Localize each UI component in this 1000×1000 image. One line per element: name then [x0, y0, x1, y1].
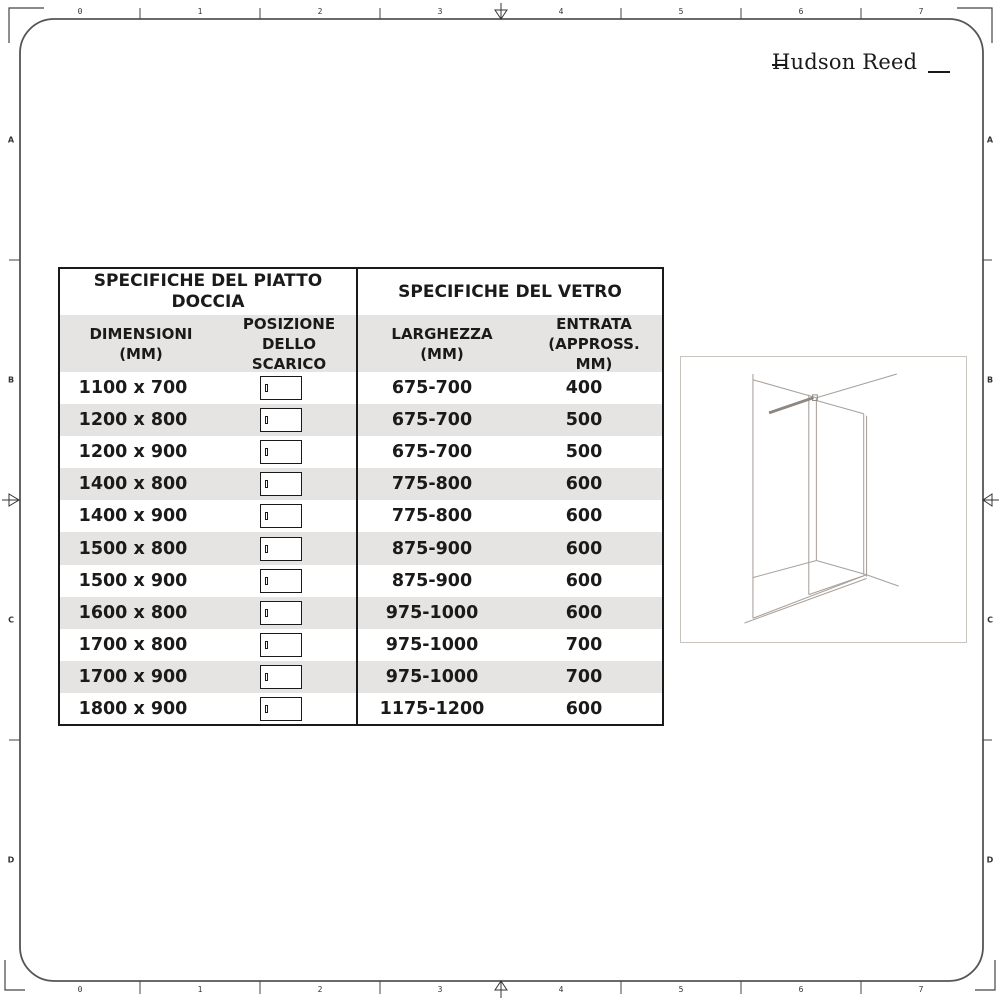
ruler-label-top: 4	[558, 7, 564, 16]
drain-cell	[206, 601, 356, 625]
table-row	[358, 661, 662, 693]
table-row	[60, 532, 356, 564]
width-cell: 875-900	[391, 570, 473, 591]
tray-column-headers	[60, 315, 356, 372]
dimensions-cell: 1400 x 900	[78, 506, 188, 527]
dimensions-cell: 1200 x 900	[78, 442, 188, 463]
table-row	[358, 597, 662, 629]
tray-drain-icon	[260, 697, 302, 721]
ruler-label-right: D	[986, 855, 994, 865]
width-cell: 675-700	[391, 442, 473, 463]
table-row	[60, 500, 356, 532]
ruler-label-bottom: 4	[558, 985, 564, 994]
entry-cell: 500	[565, 442, 603, 463]
tray-drain-icon	[260, 601, 302, 625]
table-row	[358, 532, 662, 564]
width-cell: 975-1000	[385, 602, 479, 623]
brand-logo: Hudson Reed	[772, 50, 918, 74]
width-cell: 1175-1200	[379, 698, 485, 719]
tray-drain-icon	[260, 504, 302, 528]
ruler-label-right: C	[987, 615, 993, 625]
table-row	[60, 372, 356, 404]
dimensions-cell: 1200 x 800	[78, 410, 188, 431]
table-row	[60, 629, 356, 661]
drain-cell	[206, 504, 356, 528]
table-row	[60, 597, 356, 629]
ruler-label-right: A	[986, 135, 994, 145]
tray-drain-icon	[260, 569, 302, 593]
shower-enclosure-illustration	[680, 356, 967, 643]
table-row	[358, 404, 662, 436]
dimensions-cell: 1600 x 800	[78, 602, 188, 623]
tray-drain-icon	[260, 633, 302, 657]
dimensions-cell: 1500 x 800	[78, 538, 188, 559]
drain-cell	[206, 537, 356, 561]
drain-cell	[206, 472, 356, 496]
drain-cell	[206, 440, 356, 464]
glass-spec-section	[358, 269, 662, 724]
table-row	[60, 436, 356, 468]
tray-drain-icon	[260, 408, 302, 432]
width-cell: 975-1000	[385, 634, 479, 655]
drain-cell	[206, 697, 356, 721]
width-cell: 775-800	[391, 506, 473, 527]
ruler-label-bottom: 0	[77, 985, 83, 994]
ruler-label-bottom: 1	[197, 985, 203, 994]
ruler-label-left: B	[7, 375, 15, 385]
drain-cell	[206, 408, 356, 432]
col-header-dimensions: DIMENSIONI (MM)	[89, 324, 193, 363]
dimensions-cell: 1700 x 800	[78, 634, 188, 655]
dimensions-cell: 1100 x 700	[78, 378, 188, 399]
dimensions-cell: 1400 x 800	[78, 474, 188, 495]
tray-section-title: SPECIFICHE DEL PIATTO DOCCIA	[93, 271, 323, 312]
ruler-label-left: D	[7, 855, 15, 865]
ruler-label-bottom: 5	[678, 985, 684, 994]
entry-cell: 600	[565, 570, 603, 591]
width-cell: 875-900	[391, 538, 473, 559]
table-row	[358, 693, 662, 725]
width-cell: 775-800	[391, 474, 473, 495]
entry-cell: 700	[565, 634, 603, 655]
ruler-label-bottom: 3	[437, 985, 443, 994]
tray-drain-icon	[260, 665, 302, 689]
table-row	[60, 693, 356, 725]
col-header-width: LARGHEZZA (MM)	[391, 324, 493, 363]
ruler-label-top: 0	[77, 7, 83, 16]
entry-cell: 400	[565, 378, 603, 399]
drain-cell	[206, 665, 356, 689]
entry-cell: 500	[565, 410, 603, 431]
table-row	[60, 468, 356, 500]
entry-cell: 600	[565, 538, 603, 559]
col-header-entry: ENTRATA (APPROSS. MM)	[548, 314, 640, 373]
table-row	[358, 565, 662, 597]
glass-column-headers	[358, 315, 662, 372]
drain-cell	[206, 633, 356, 657]
ruler-label-top: 1	[197, 7, 203, 16]
tray-drain-icon	[260, 440, 302, 464]
col-header-drain-position: POSIZIONE DELLO SCARICO	[242, 314, 336, 373]
ruler-label-top: 7	[918, 7, 924, 16]
tray-drain-icon	[260, 537, 302, 561]
tray-drain-icon	[260, 472, 302, 496]
dimensions-cell: 1500 x 900	[78, 570, 188, 591]
tray-spec-section	[60, 269, 358, 724]
tray-drain-icon	[260, 376, 302, 400]
ruler-label-left: C	[8, 615, 14, 625]
ruler-label-top: 3	[437, 7, 443, 16]
entry-cell: 700	[565, 666, 603, 687]
ruler-label-left: A	[7, 135, 15, 145]
ruler-label-bottom: 2	[317, 985, 323, 994]
ruler-label-top: 6	[798, 7, 804, 16]
glass-rows	[358, 372, 662, 725]
ruler-label-bottom: 7	[918, 985, 924, 994]
width-cell: 675-700	[391, 378, 473, 399]
entry-cell: 600	[565, 602, 603, 623]
drain-cell	[206, 569, 356, 593]
entry-cell: 600	[565, 698, 603, 719]
drain-cell	[206, 376, 356, 400]
entry-cell: 600	[565, 506, 603, 527]
ruler-label-top: 2	[317, 7, 323, 16]
width-cell: 675-700	[391, 410, 473, 431]
tray-rows	[60, 372, 356, 725]
glass-section-title: SPECIFICHE DEL VETRO	[398, 281, 622, 302]
table-row	[358, 372, 662, 404]
dimensions-cell: 1700 x 900	[78, 666, 188, 687]
ruler-label-bottom: 6	[798, 985, 804, 994]
entry-cell: 600	[565, 474, 603, 495]
table-row	[358, 629, 662, 661]
table-row	[358, 436, 662, 468]
table-row	[60, 565, 356, 597]
logo-rule-right	[928, 71, 950, 73]
width-cell: 975-1000	[385, 666, 479, 687]
ruler-label-top: 5	[678, 7, 684, 16]
dimensions-cell: 1800 x 900	[78, 698, 188, 719]
table-row	[358, 500, 662, 532]
table-row	[60, 404, 356, 436]
walk-in-shower-drawing-icon	[681, 357, 965, 641]
table-row	[358, 468, 662, 500]
table-row	[60, 661, 356, 693]
ruler-label-right: B	[986, 375, 994, 385]
spec-table	[58, 267, 664, 726]
